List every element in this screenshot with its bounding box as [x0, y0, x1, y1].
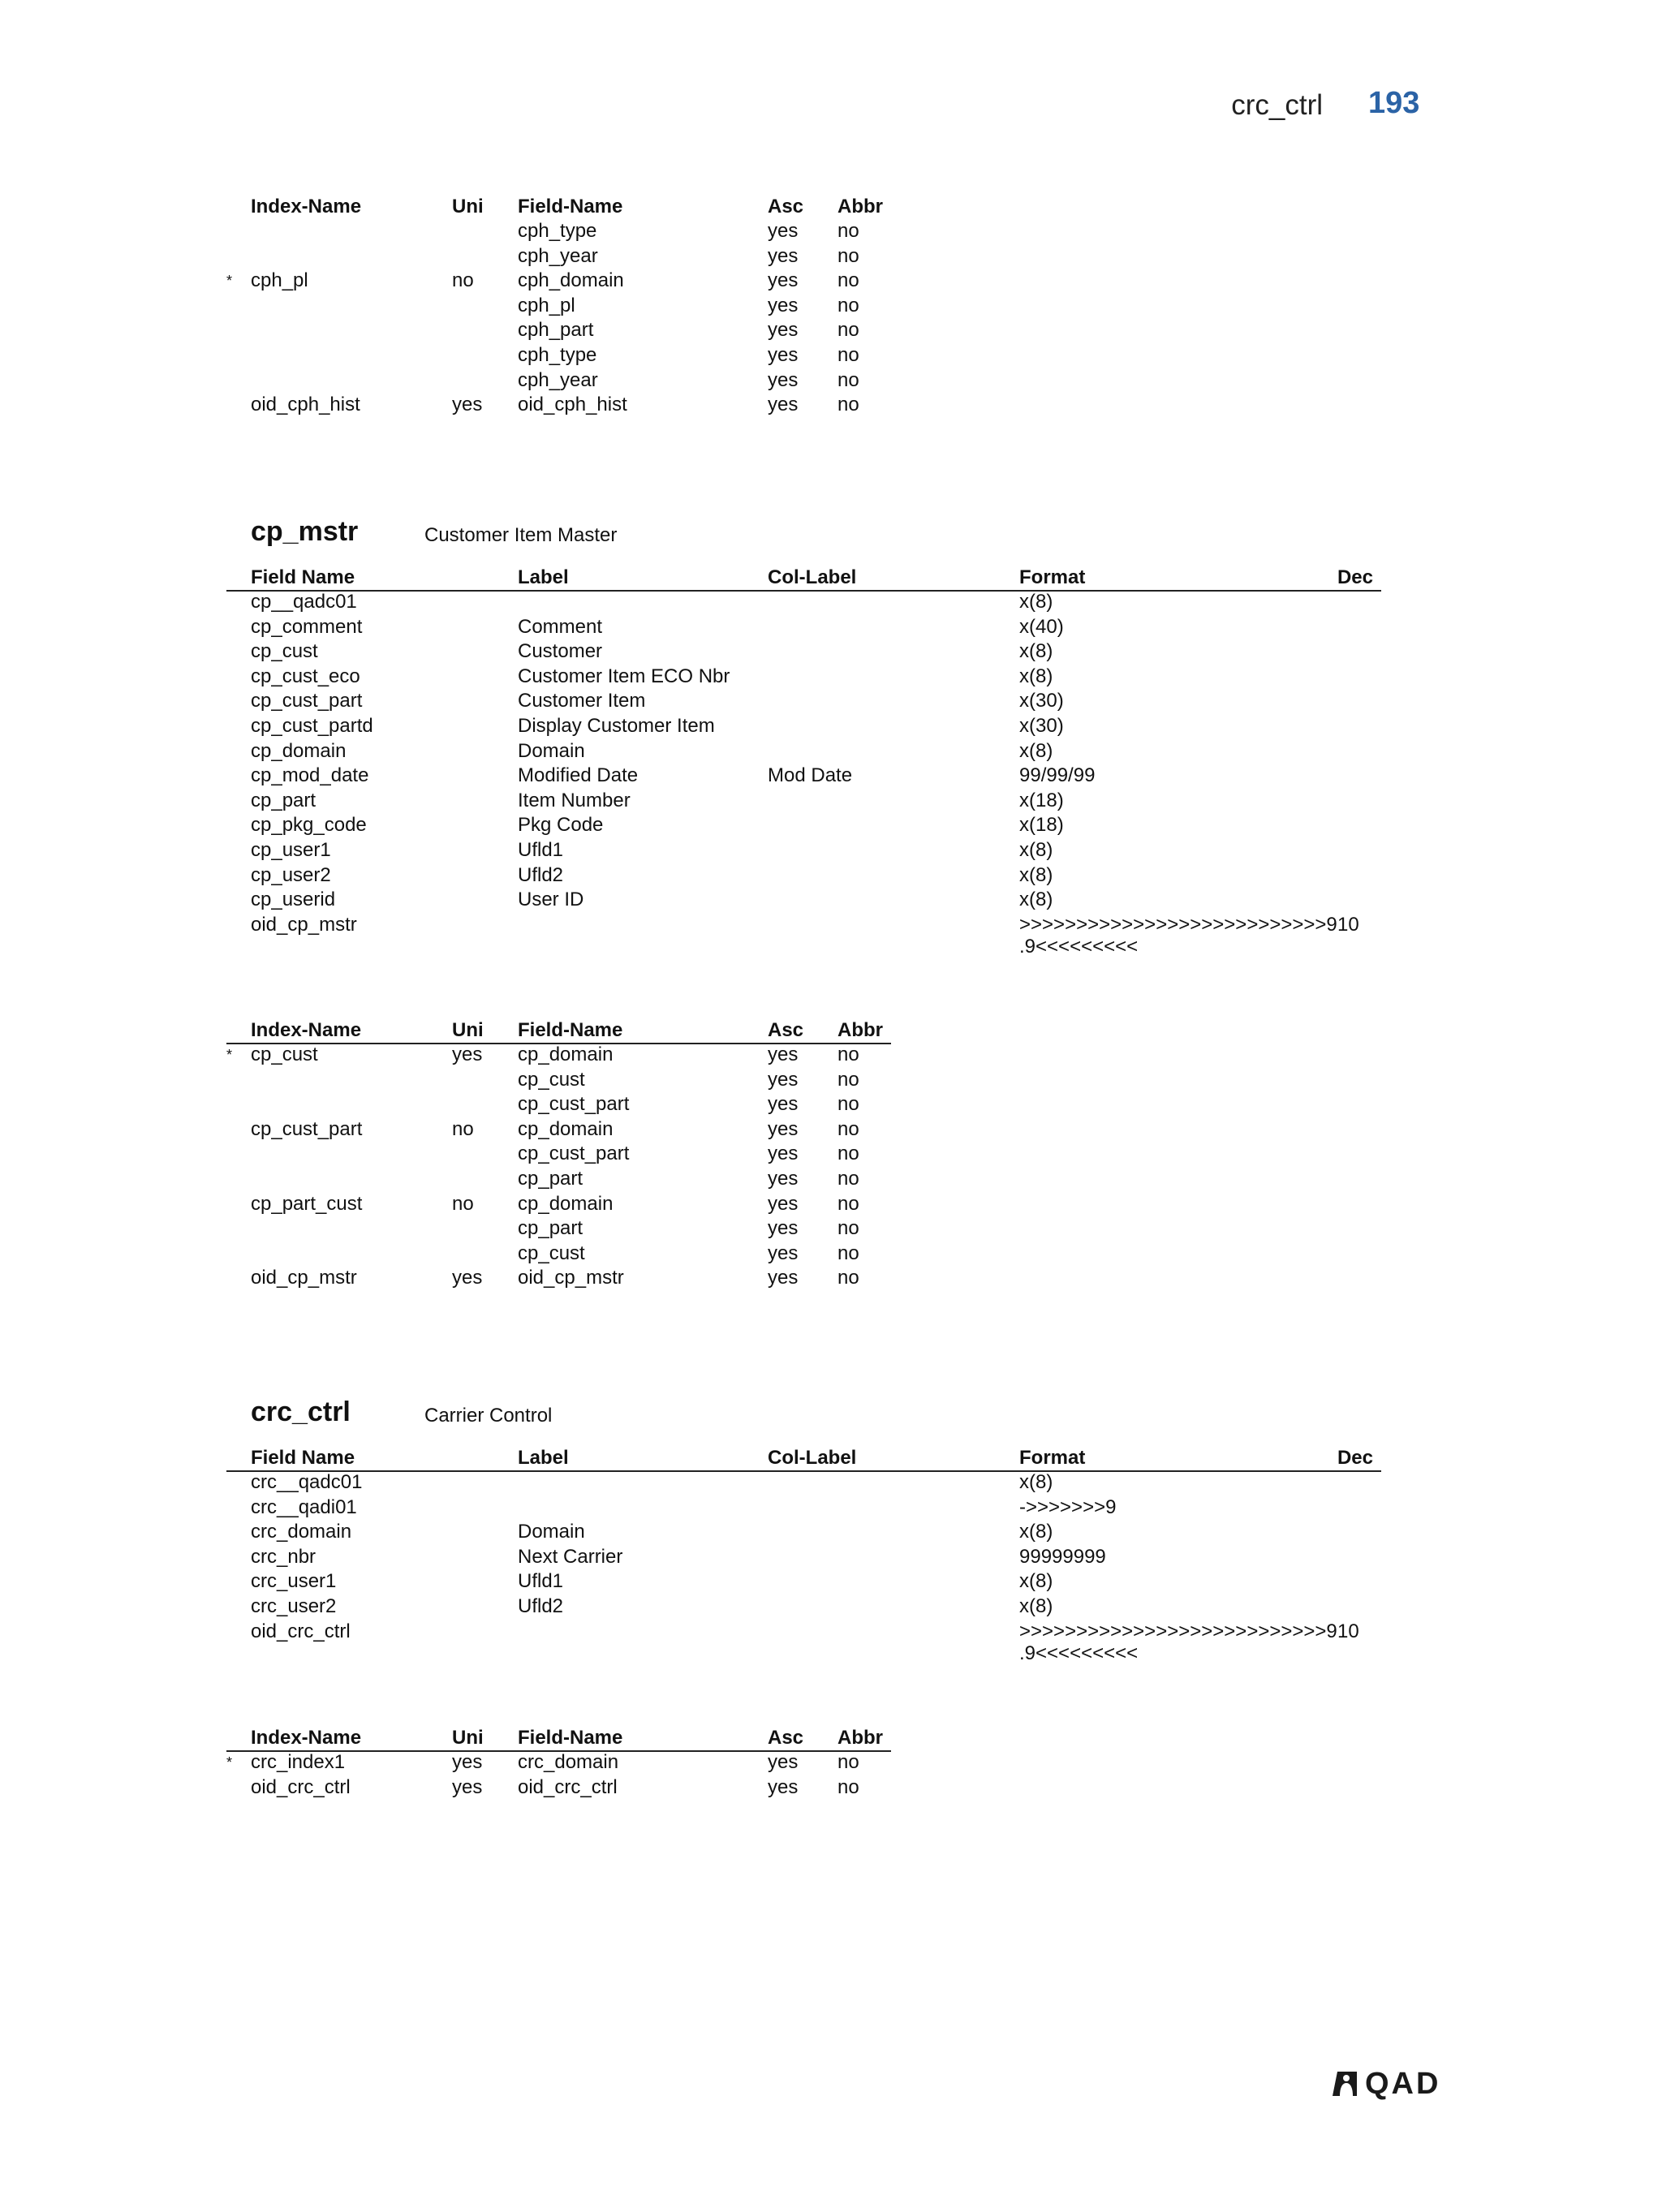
- field-label: Customer: [518, 640, 603, 663]
- index-ascending: yes: [768, 1192, 799, 1215]
- index-ascending: yes: [768, 294, 799, 316]
- index-abbreviated: no: [837, 1242, 859, 1264]
- index-col-header-field: Field-Name: [518, 1727, 623, 1749]
- field-name: cp__qadc01: [251, 591, 357, 613]
- index-field-name: oid_cph_hist: [518, 394, 627, 416]
- field-format: x(8): [1019, 665, 1053, 687]
- field-col-header-label: Label: [518, 1447, 569, 1469]
- index-name: cp_cust_part: [251, 1117, 363, 1140]
- field-decimals: 10: [1337, 1620, 1359, 1642]
- index-col-header-asc: Asc: [768, 1727, 804, 1749]
- table-name: crc_ctrl: [251, 1396, 351, 1427]
- index-abbreviated: no: [837, 1192, 859, 1215]
- field-format-continuation: .9<<<<<<<<<: [1019, 1642, 1139, 1665]
- index-ascending: yes: [768, 1068, 799, 1091]
- index-field-name: cp_cust_part: [518, 1093, 630, 1116]
- index-abbreviated: no: [837, 319, 859, 342]
- index-ascending: yes: [768, 344, 799, 366]
- field-name: cp_domain: [251, 739, 347, 762]
- field-format-continuation: .9<<<<<<<<<: [1019, 936, 1139, 958]
- index-field-name: cp_part: [518, 1217, 583, 1240]
- index-ascending: yes: [768, 394, 799, 416]
- index-abbreviated: no: [837, 244, 859, 267]
- field-name: cp_user2: [251, 863, 331, 886]
- index-field-name: cp_domain: [518, 1192, 614, 1215]
- field-name: crc__qadc01: [251, 1471, 363, 1493]
- field-name: crc_user1: [251, 1570, 337, 1593]
- index-unique: no: [452, 1117, 474, 1140]
- table-description: Customer Item Master: [424, 524, 618, 546]
- index-unique: yes: [452, 394, 483, 416]
- field-format: x(30): [1019, 715, 1064, 737]
- field-name: crc__qadi01: [251, 1495, 357, 1518]
- field-format: 99999999: [1019, 1545, 1106, 1568]
- index-field-name: oid_crc_ctrl: [518, 1775, 618, 1798]
- field-name: cp_user1: [251, 839, 331, 861]
- index-abbreviated: no: [837, 1093, 859, 1116]
- table-description: Carrier Control: [424, 1405, 553, 1427]
- index-name: cp_part_cust: [251, 1192, 363, 1215]
- index-name: oid_cph_hist: [251, 394, 360, 416]
- index-name: oid_crc_ctrl: [251, 1775, 351, 1798]
- field-header-rule: [226, 1470, 1381, 1472]
- field-name: cp_mod_date: [251, 764, 369, 787]
- field-col-header-format: Format: [1019, 566, 1086, 588]
- index-abbreviated: no: [837, 294, 859, 316]
- index-col-header-abbr: Abbr: [837, 1019, 883, 1041]
- index-abbreviated: no: [837, 1751, 859, 1773]
- index-field-name: cp_domain: [518, 1044, 614, 1065]
- qad-logo-text: QAD: [1365, 2066, 1441, 2101]
- field-name: crc_domain: [251, 1521, 352, 1543]
- qad-logo-icon: [1329, 2068, 1360, 2099]
- field-name: cp_userid: [251, 889, 336, 911]
- field-format: x(8): [1019, 839, 1053, 861]
- index-ascending: yes: [768, 244, 799, 267]
- field-label: Domain: [518, 739, 585, 762]
- field-col-header-col-label: Col-Label: [768, 1447, 857, 1469]
- index-field-name: cph_pl: [518, 294, 575, 316]
- index-field-name: cph_part: [518, 319, 594, 342]
- field-name: cp_cust: [251, 640, 318, 663]
- field-name: cp_comment: [251, 615, 363, 638]
- field-format: x(30): [1019, 690, 1064, 712]
- index-name: cph_pl: [251, 269, 308, 292]
- index-ascending: yes: [768, 1267, 799, 1289]
- field-format: ->>>>>>>9: [1019, 1495, 1117, 1518]
- field-format: x(8): [1019, 1570, 1053, 1593]
- field-name: crc_user2: [251, 1595, 337, 1617]
- field-name: oid_crc_ctrl: [251, 1620, 351, 1642]
- index-col-header-name: Index-Name: [251, 1019, 362, 1041]
- field-format: x(8): [1019, 1595, 1053, 1617]
- field-name: cp_pkg_code: [251, 814, 367, 837]
- index-col-header-asc: Asc: [768, 196, 804, 217]
- field-col-header-name: Field Name: [251, 566, 355, 588]
- index-col-header-field: Field-Name: [518, 1019, 623, 1041]
- index-abbreviated: no: [837, 1775, 859, 1798]
- index-col-header-name: Index-Name: [251, 196, 362, 217]
- field-label: Pkg Code: [518, 814, 604, 837]
- field-label: User ID: [518, 889, 584, 911]
- field-label: Modified Date: [518, 764, 639, 787]
- index-unique: yes: [452, 1751, 483, 1773]
- primary-index-marker: *: [226, 1754, 233, 1771]
- index-abbreviated: no: [837, 344, 859, 366]
- field-format: x(8): [1019, 1471, 1053, 1493]
- index-field-name: crc_domain: [518, 1751, 619, 1773]
- index-field-name: cph_type: [518, 220, 597, 242]
- field-format: x(8): [1019, 889, 1053, 911]
- field-format: x(18): [1019, 814, 1064, 837]
- index-ascending: yes: [768, 1775, 799, 1798]
- index-col-header-uni: Uni: [452, 196, 484, 217]
- index-ascending: yes: [768, 1751, 799, 1773]
- index-ascending: yes: [768, 368, 799, 391]
- index-field-name: oid_cp_mstr: [518, 1267, 624, 1289]
- field-name: oid_cp_mstr: [251, 913, 357, 936]
- index-ascending: yes: [768, 319, 799, 342]
- index-col-header-asc: Asc: [768, 1019, 804, 1041]
- field-name: cp_cust_part: [251, 690, 363, 712]
- index-abbreviated: no: [837, 368, 859, 391]
- index-col-header-uni: Uni: [452, 1019, 484, 1041]
- index-col-header-name: Index-Name: [251, 1727, 362, 1749]
- index-field-name: cp_cust: [518, 1068, 585, 1091]
- field-format: x(18): [1019, 789, 1064, 811]
- field-label: Ufld1: [518, 1570, 564, 1593]
- field-format: x(8): [1019, 739, 1053, 762]
- field-label: Ufld2: [518, 1595, 564, 1617]
- field-name: crc_nbr: [251, 1545, 316, 1568]
- field-label: Comment: [518, 615, 603, 638]
- field-label: Item Number: [518, 789, 631, 811]
- index-unique: no: [452, 269, 474, 292]
- index-unique: no: [452, 1192, 474, 1215]
- field-decimals: 10: [1337, 913, 1359, 936]
- index-ascending: yes: [768, 1168, 799, 1190]
- index-abbreviated: no: [837, 1068, 859, 1091]
- field-format: >>>>>>>>>>>>>>>>>>>>>>>>>>>9: [1019, 913, 1337, 936]
- index-unique: yes: [452, 1775, 483, 1798]
- index-col-header-field: Field-Name: [518, 196, 623, 217]
- index-ascending: yes: [768, 1217, 799, 1240]
- index-ascending: yes: [768, 1044, 799, 1065]
- index-abbreviated: no: [837, 1217, 859, 1240]
- index-col-header-abbr: Abbr: [837, 1727, 883, 1749]
- field-col-header-dec: Dec: [1337, 566, 1373, 588]
- index-abbreviated: no: [837, 1143, 859, 1165]
- field-header-rule: [226, 590, 1381, 592]
- index-field-name: cp_domain: [518, 1117, 614, 1140]
- page-number: 193: [1368, 86, 1420, 120]
- index-ascending: yes: [768, 1242, 799, 1264]
- index-abbreviated: no: [837, 1044, 859, 1065]
- field-format: >>>>>>>>>>>>>>>>>>>>>>>>>>>9: [1019, 1620, 1337, 1642]
- index-unique: yes: [452, 1044, 483, 1065]
- index-field-name: cp_cust: [518, 1242, 585, 1264]
- field-name: cp_cust_eco: [251, 665, 360, 687]
- index-col-header-uni: Uni: [452, 1727, 484, 1749]
- index-abbreviated: no: [837, 1267, 859, 1289]
- index-abbreviated: no: [837, 1117, 859, 1140]
- field-format: 99/99/99: [1019, 764, 1096, 787]
- running-header-title: crc_ctrl: [1231, 89, 1323, 121]
- index-name: oid_cp_mstr: [251, 1267, 357, 1289]
- field-label: Domain: [518, 1521, 585, 1543]
- field-label: Ufld1: [518, 839, 564, 861]
- index-field-name: cph_domain: [518, 269, 624, 292]
- index-name: crc_index1: [251, 1751, 346, 1773]
- field-col-header-label: Label: [518, 566, 569, 588]
- index-field-name: cp_cust_part: [518, 1143, 630, 1165]
- field-label: Next Carrier: [518, 1545, 623, 1568]
- index-name: cp_cust: [251, 1044, 318, 1065]
- field-label: Customer Item ECO Nbr: [518, 665, 730, 687]
- field-label: Customer Item: [518, 690, 646, 712]
- index-abbreviated: no: [837, 394, 859, 416]
- index-ascending: yes: [768, 1117, 799, 1140]
- field-name: cp_cust_partd: [251, 715, 373, 737]
- field-format: x(40): [1019, 615, 1064, 638]
- field-label: Display Customer Item: [518, 715, 715, 737]
- index-ascending: yes: [768, 269, 799, 292]
- index-ascending: yes: [768, 1093, 799, 1116]
- index-field-name: cph_type: [518, 344, 597, 366]
- field-col-header-name: Field Name: [251, 1447, 355, 1469]
- index-ascending: yes: [768, 1143, 799, 1165]
- qad-logo: [1329, 2068, 1440, 2100]
- field-col-header-col-label: Col-Label: [768, 566, 857, 588]
- index-abbreviated: no: [837, 220, 859, 242]
- field-format: x(8): [1019, 863, 1053, 886]
- primary-index-marker: *: [226, 273, 233, 290]
- field-name: cp_part: [251, 789, 316, 811]
- field-format: x(8): [1019, 640, 1053, 663]
- field-label: Ufld2: [518, 863, 564, 886]
- index-unique: yes: [452, 1267, 483, 1289]
- field-format: x(8): [1019, 591, 1053, 613]
- index-abbreviated: no: [837, 269, 859, 292]
- index-field-name: cph_year: [518, 244, 598, 267]
- index-abbreviated: no: [837, 1168, 859, 1190]
- index-col-header-abbr: Abbr: [837, 196, 883, 217]
- table-name: cp_mstr: [251, 516, 359, 547]
- index-field-name: cp_part: [518, 1168, 583, 1190]
- primary-index-marker: *: [226, 1047, 233, 1063]
- field-col-label: Mod Date: [768, 764, 853, 787]
- field-col-header-format: Format: [1019, 1447, 1086, 1469]
- field-format: x(8): [1019, 1521, 1053, 1543]
- field-col-header-dec: Dec: [1337, 1447, 1373, 1469]
- index-ascending: yes: [768, 220, 799, 242]
- index-field-name: cph_year: [518, 368, 598, 391]
